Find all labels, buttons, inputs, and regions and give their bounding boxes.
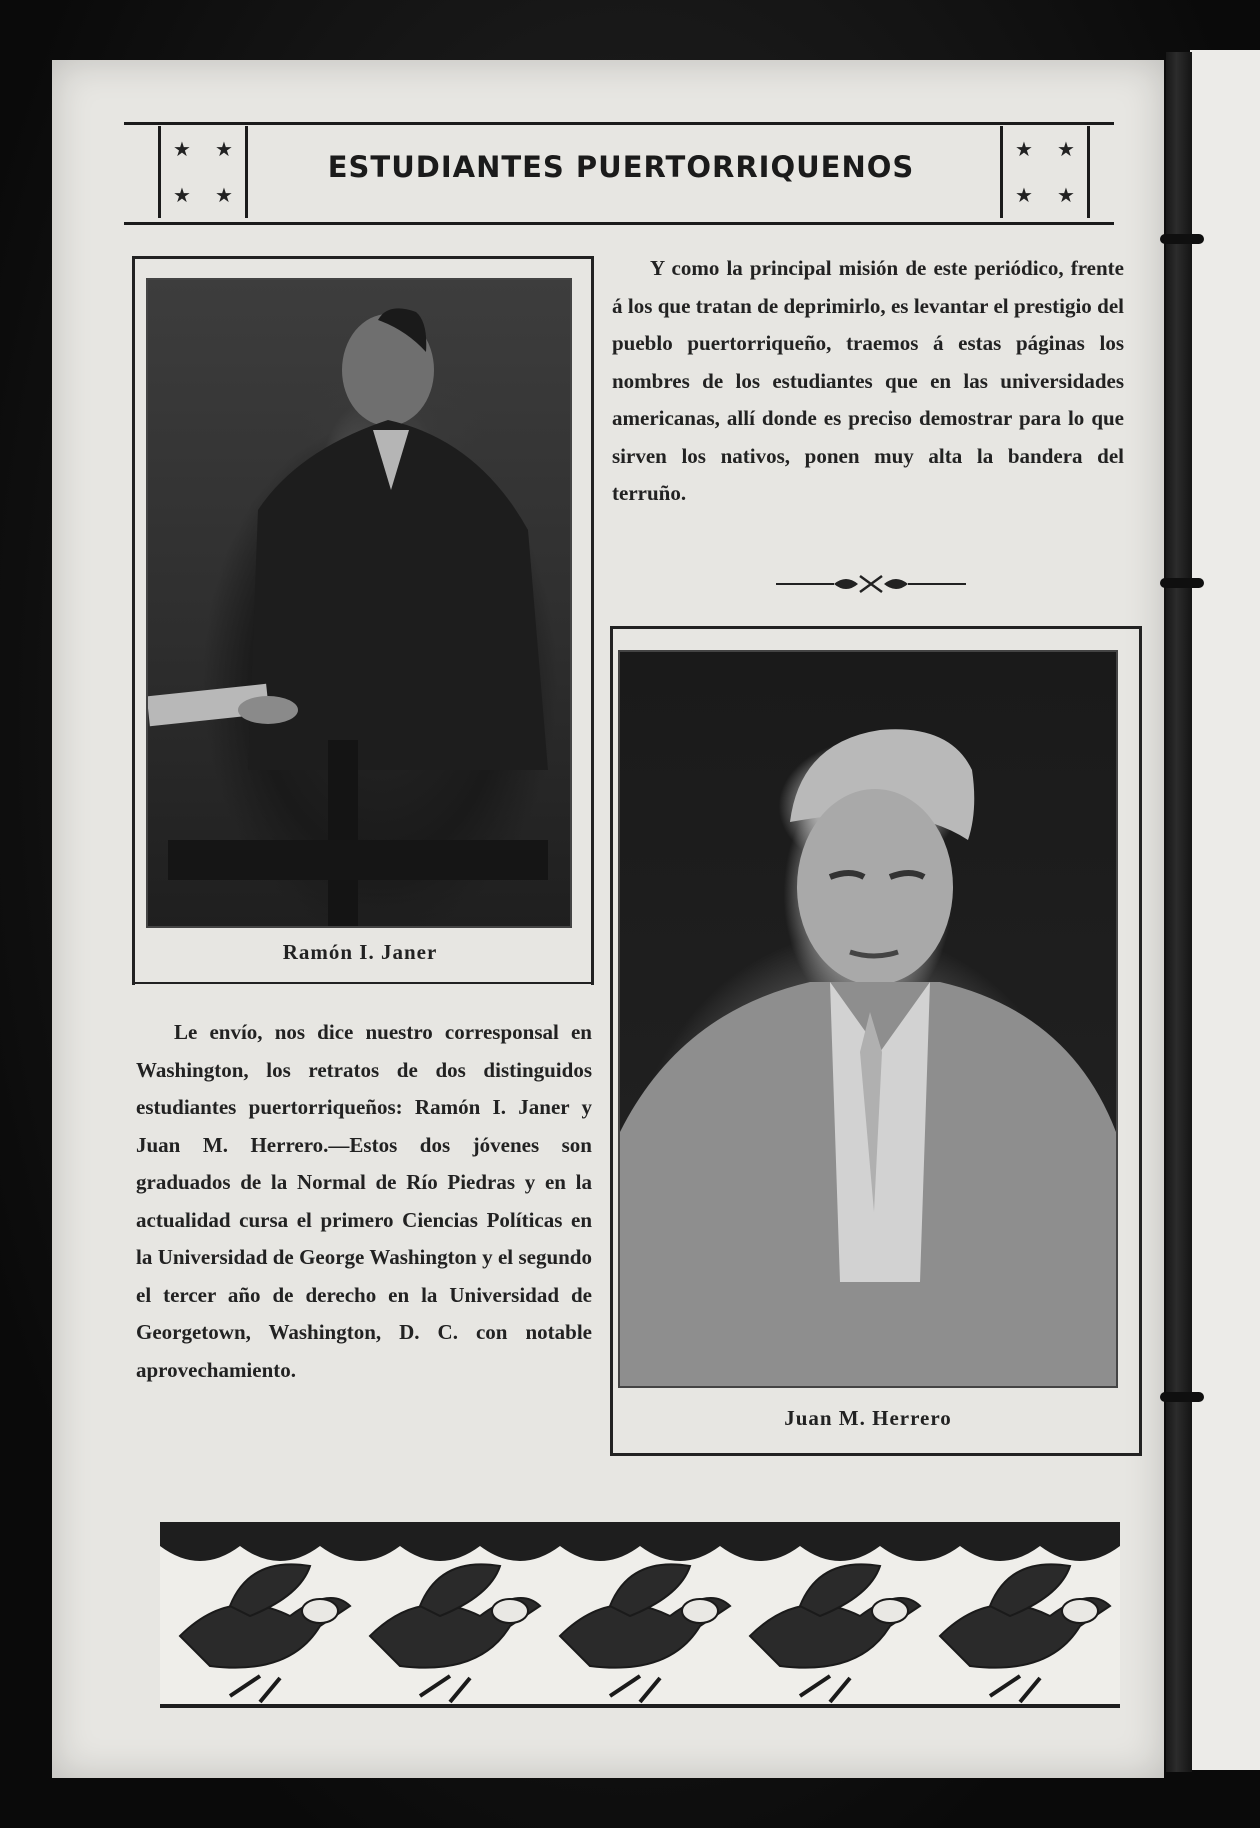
page-title: ESTUDIANTES PUERTORRIQUENOS (327, 150, 915, 184)
fleuron-divider-icon (776, 572, 966, 596)
binding-stitch (1160, 234, 1204, 244)
portrait-photo-herrero (620, 652, 1116, 1386)
photo-frame-bottom-rule (132, 982, 591, 984)
duck-illustration-icon (160, 1526, 1120, 1704)
binding-stitch (1160, 1392, 1204, 1402)
photo-caption-janer: Ramón I. Janer (282, 940, 438, 964)
star-icon: ★ (1015, 138, 1033, 161)
star-icon: ★ (215, 138, 233, 161)
photo-caption-herrero: Juan M. Herrero (784, 1406, 952, 1430)
binding-spine (1166, 52, 1192, 1772)
portrait-silhouette-icon (148, 280, 570, 926)
star-icon: ★ (173, 184, 191, 207)
header-top-rule (124, 122, 1114, 125)
facing-page-edge (1190, 50, 1260, 1770)
portrait-photo-janer (148, 280, 570, 926)
article-paragraph-right: Y como la principal misión de este periódico, frente á los que tratan de deprimirlo, es levantar el prestigio del pueblo puertorriqueño, traemos á estas páginas los nombres de los estudiantes que en las universidades americanas, allí donde es preciso demostrar para lo que sirven los nativos, ponen muy alta la bandera del terruño. (612, 256, 1124, 505)
portrait-silhouette-icon (620, 652, 1116, 1386)
header-stars-right (1000, 126, 1090, 218)
star-icon: ★ (215, 184, 233, 207)
star-icon: ★ (1015, 184, 1033, 207)
star-icon: ★ (1057, 184, 1075, 207)
header-stars-left (158, 126, 248, 218)
star-icon: ★ (1057, 138, 1075, 161)
header-bottom-rule (124, 222, 1114, 225)
flying-ducks-frieze-icon (160, 1522, 1120, 1708)
binding-stitch (1160, 578, 1204, 588)
article-paragraph-left: Le envío, nos dice nuestro corresponsal en Washington, los retratos de dos distinguidos estudiantes puertorriqueños: Ramón I. Janer y Juan M. Herrero.—Estos dos jóvenes son graduados de la Normal de Río Piedras y en la actualidad cursa el primero Ciencias Políticas en la Universidad de George Washington y el segundo el tercer año de derecho en la Universidad de Georgetown, Washington, D. C. con notable aprovechamiento. (136, 1020, 592, 1382)
star-icon: ★ (173, 138, 191, 161)
